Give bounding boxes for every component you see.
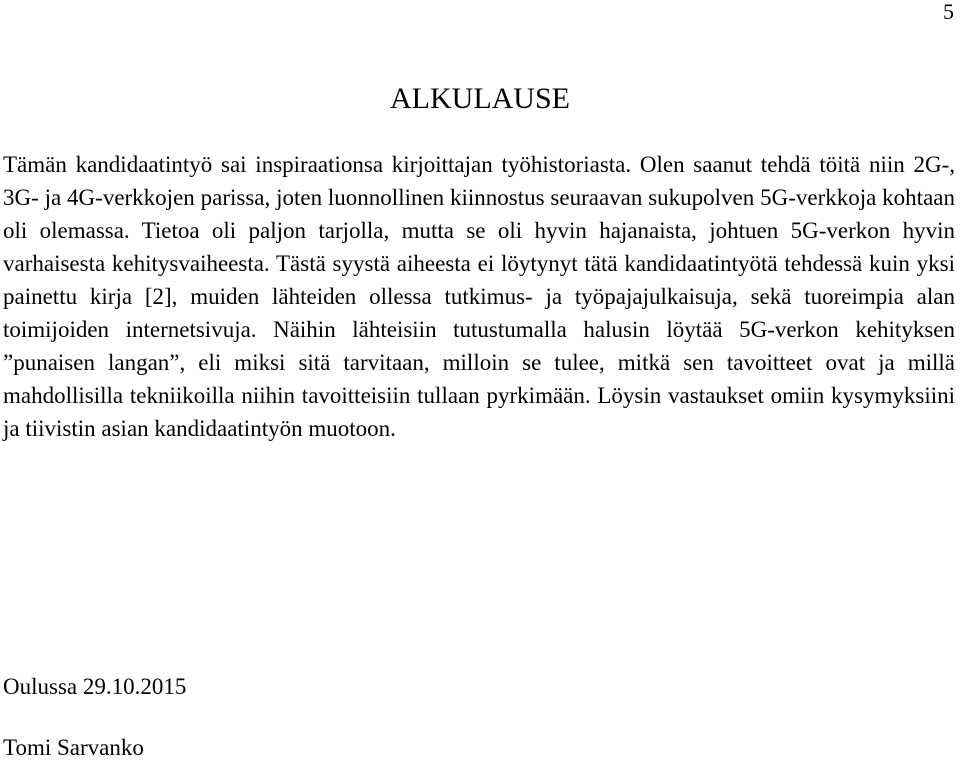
page-title: ALKULAUSE bbox=[390, 82, 570, 115]
author-name: Tomi Sarvanko bbox=[3, 735, 144, 760]
preface-paragraph: Tämän kandidaatintyö sai inspiraationsa kirjoittajan työhistoriasta. Olen saanut tehdä töitä niin 2G-, 3G- ja 4G-verkkojen parissa, joten luonnollinen kiinnostus seuraavan sukupolven 5G-verkkoja kohtaan oli olemassa. Tietoa oli paljon tarjolla, mutta se oli hyvin hajanaista, johtuen 5G-verkon hyvin varhaisesta kehitysvaiheesta. Tästä syystä aiheesta ei löytynyt tätä kandidaatintyötä tehdessä kuin yksi painettu kirja [2], muiden lähteiden ollessa tutkimus- ja työpajajulkaisuja, sekä tuoreimpia alan toimijoiden internetsivuja. Näihin lähteisiin tutustumalla halusin löytää 5G-verkon kehityksen ”punaisen langan”, eli miksi sitä tarvitaan, milloin se tulee, mitkä sen tavoitteet ovat ja millä mahdollisilla tekniikoilla niihin tavoitteisiin tullaan pyrkimään. Löysin vastaukset omiin kysymyksiini ja tiivistin asian kandidaatintyön muotoon. bbox=[3, 152, 955, 441]
page-number: 5 bbox=[943, 0, 954, 24]
place-and-date: Oulussa 29.10.2015 bbox=[3, 674, 187, 699]
